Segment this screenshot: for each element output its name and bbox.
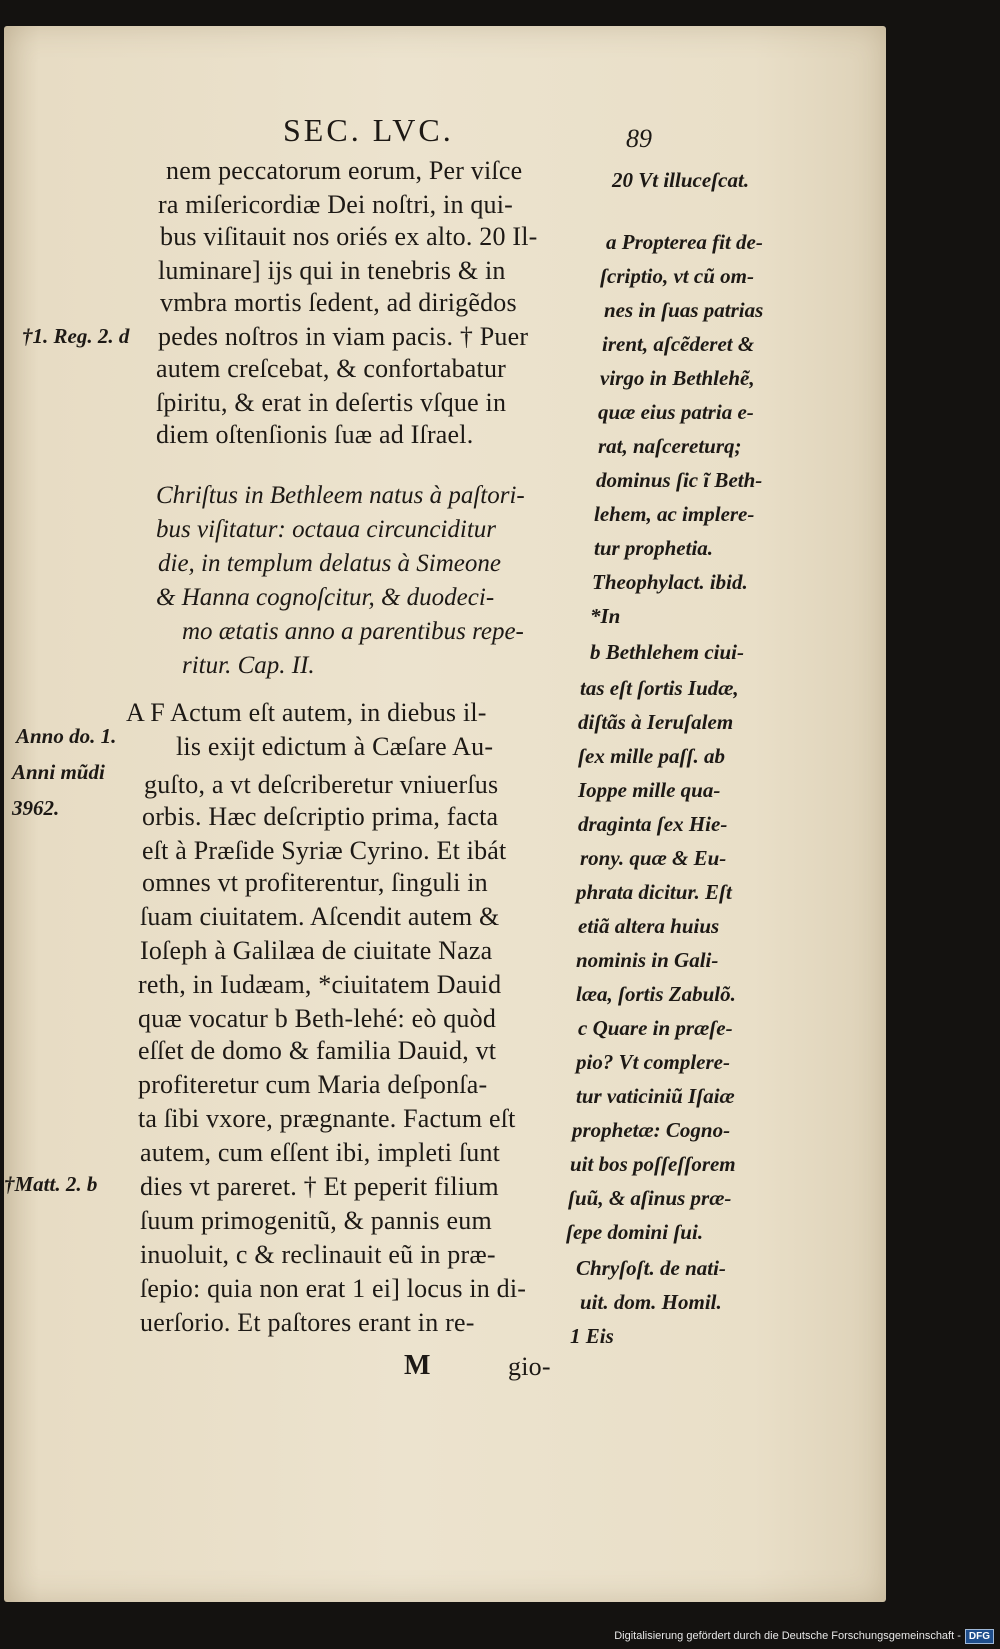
text-line: autem creſcebat, & confortabatur <box>156 354 506 383</box>
date-note: 3962. <box>12 796 60 820</box>
footer-text: Digitalisierung gefördert durch die Deutsche Forschungsgemeinschaft - <box>614 1630 961 1642</box>
text-line: bus viſitauit nos oriés ex alto. 20 Il- <box>160 222 538 251</box>
catchword: gio- <box>508 1352 551 1381</box>
text-line: uerſorio. Et paſtores erant in re- <box>140 1308 475 1337</box>
text-line: diem oſtenſionis ſuæ ad Iſrael. <box>156 420 474 449</box>
margin-note: Ioppe mille qua- <box>578 778 721 802</box>
margin-note: uit bos poſſeſſorem <box>570 1152 736 1176</box>
margin-note: ſepe domini ſui. <box>566 1220 704 1244</box>
text-line: orbis. Hæc deſcriptio prima, facta <box>142 802 499 831</box>
text-line: pedes noſtros in viam pacis. † Puer <box>158 322 529 351</box>
cross-reference: †Matt. 2. b <box>4 1172 98 1196</box>
text-line: nem peccatorum eorum, Per viſce <box>166 156 523 185</box>
margin-note: b Bethlehem ciui- <box>590 640 744 664</box>
margin-note: virgo in Bethlehẽ, <box>600 366 755 390</box>
page-number: 89 <box>626 124 652 153</box>
summary-line: & Hanna cognoſcitur, & duodeci- <box>156 584 495 611</box>
margin-note: pio? Vt complere- <box>576 1050 730 1074</box>
margin-note: tur prophetia. <box>594 536 714 560</box>
summary-line: mo ætatis anno a parentibus repe- <box>182 618 524 645</box>
text-line: ſuam ciuitatem. Aſcendit autem & <box>140 902 500 931</box>
cross-reference: †1. Reg. 2. d <box>22 324 130 348</box>
text-line: vmbra mortis ſedent, ad dirigẽdos <box>160 288 517 317</box>
margin-note: draginta ſex Hie- <box>578 812 728 836</box>
margin-note: c Quare in præſe- <box>578 1016 733 1040</box>
text-line: omnes vt profiterentur, ſinguli in <box>142 868 488 897</box>
margin-note: diſtãs à Ieruſalem <box>578 710 734 734</box>
text-line: ra miſericordiæ Dei noſtri, in qui- <box>158 190 514 219</box>
margin-note: læa, ſortis Zabulõ. <box>576 982 736 1006</box>
text-line: dies vt pareret. † Et peperit filium <box>140 1172 499 1201</box>
text-line: lis exijt edictum à Cæſare Au- <box>176 732 494 761</box>
text-line: eſſet de domo & familia Dauid, vt <box>138 1036 497 1065</box>
margin-note: irent, aſcẽderet & <box>602 332 755 356</box>
summary-line: ritur. Cap. II. <box>182 652 315 679</box>
margin-note: phrata dicitur. Eſt <box>576 880 732 904</box>
text-line: guſto, a vt deſcriberetur vniuerſus <box>144 770 499 799</box>
margin-note: tas eſt ſortis Iudæ, <box>580 676 739 700</box>
margin-note: 20 Vt illuceſcat. <box>612 168 750 192</box>
margin-note: tur vaticiniũ Iſaiæ <box>576 1084 735 1108</box>
margin-note: rony. quæ & Eu- <box>580 846 727 870</box>
text-line: inuoluit, c & reclinauit eũ in præ- <box>140 1240 496 1269</box>
text-line: eſt à Præſide Syriæ Cyrino. Et ibát <box>142 836 507 865</box>
text-line: ſpiritu, & erat in deſertis vſque in <box>156 388 507 417</box>
margin-note: ſuũ, & aſinus præ- <box>568 1186 732 1210</box>
running-head: SEC. LVC. <box>283 112 454 148</box>
summary-line: die, in templum delatus à Simeone <box>158 550 501 577</box>
margin-note: ſex mille paſſ. ab <box>578 744 725 768</box>
text-line: ta ſibi vxore, prægnante. Factum eſt <box>138 1104 516 1133</box>
text-line: ſepio: quia non erat 1 ei] locus in di- <box>140 1274 527 1303</box>
date-note: Anni mũdi <box>12 760 105 784</box>
margin-note: nominis in Gali- <box>576 948 719 972</box>
margin-note: uit. dom. Homil. <box>580 1290 722 1314</box>
margin-note: *In <box>590 604 621 628</box>
dfg-logo: DFG <box>965 1629 994 1644</box>
margin-note: dominus ſic ĩ Beth- <box>596 468 763 492</box>
text-line: A F Actum eſt autem, in diebus il- <box>126 698 487 727</box>
margin-note: ſcriptio, vt cũ om- <box>600 264 754 288</box>
margin-note: quæ eius patria e- <box>598 400 754 424</box>
margin-note: nes in ſuas patrias <box>604 298 764 322</box>
margin-note: 1 Eis <box>570 1324 614 1348</box>
summary-line: bus viſitatur: octaua circunciditur <box>156 516 497 543</box>
margin-note: rat, naſcereturq; <box>598 434 742 458</box>
text-line: reth, in Iudæam, *ciuitatem Dauid <box>138 970 502 999</box>
text-line: profiteretur cum Maria deſponſa- <box>138 1070 488 1099</box>
text-line: luminare] ijs qui in tenebris & in <box>158 256 506 285</box>
margin-note: prophetæ: Cogno- <box>572 1118 731 1142</box>
date-note: Anno do. 1. <box>16 724 117 748</box>
text-line: Ioſeph à Galilæa de ciuitate Naza <box>140 936 493 965</box>
signature-mark: M <box>404 1350 431 1381</box>
summary-line: Chriſtus in Bethleem natus à paſtori- <box>156 482 525 509</box>
text-line: quæ vocatur b Beth-lehé: eò quòd <box>138 1004 497 1033</box>
text-line: ſuum primogenitũ, & pannis eum <box>140 1206 492 1235</box>
digitization-footer <box>614 1627 994 1645</box>
margin-note: etiã altera huius <box>578 914 720 938</box>
margin-note: Chryſoſt. de nati- <box>576 1256 726 1280</box>
margin-note: Theophylact. ibid. <box>592 570 748 594</box>
margin-note: lehem, ac implere- <box>594 502 755 526</box>
text-line: autem, cum eſſent ibi, impleti ſunt <box>140 1138 501 1167</box>
margin-note: a Propterea fit de- <box>606 230 763 254</box>
